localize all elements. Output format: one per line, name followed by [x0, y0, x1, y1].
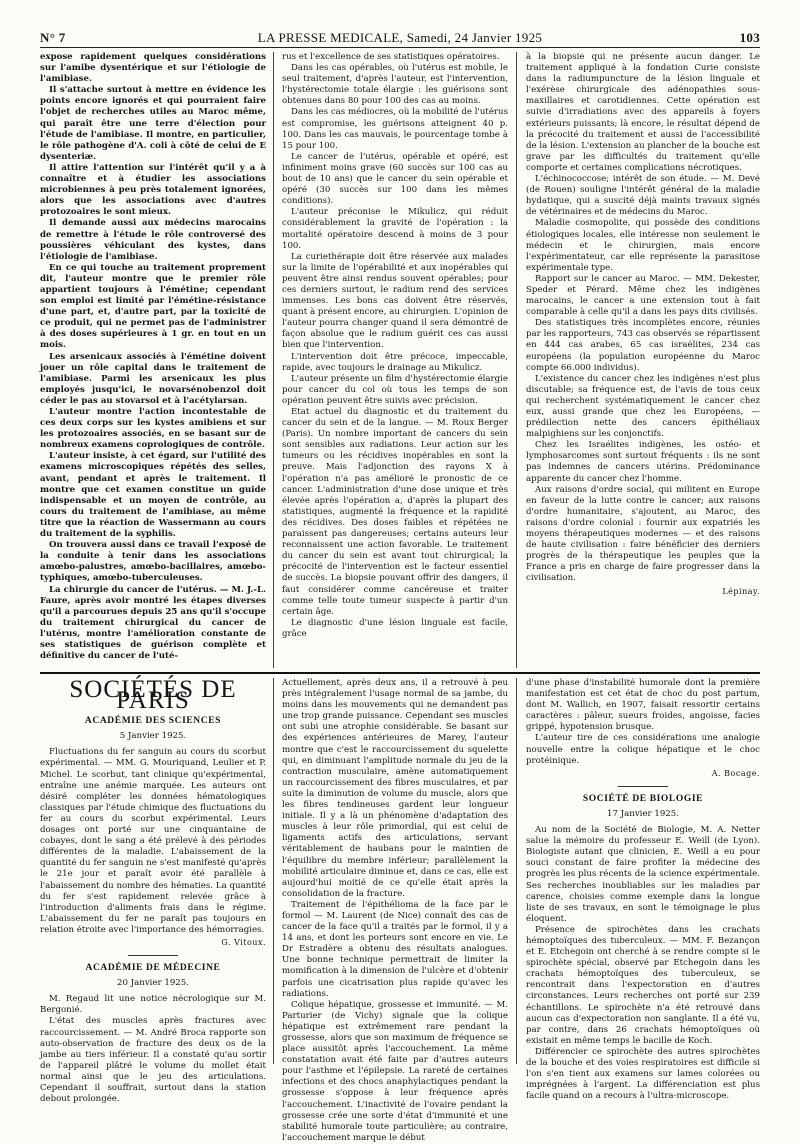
- journal-title: LA PRESSE MEDICALE, Samedi, 24 Janvier 1925: [257, 30, 543, 45]
- issue-number: N° 7: [40, 30, 66, 45]
- paragraph: L'auteur préconise le Mikulicz, qui réduit considérablement la gravité de l'opération : la mortalité opératoire descend à moins de 3 pour 100.: [282, 207, 508, 251]
- page-number: 103: [739, 30, 760, 45]
- page-header: [40, 30, 760, 46]
- societe-biologie-title: SOCIÉTÉ DE BIOLOGIE: [582, 793, 704, 804]
- societe-biologie-date: 17 Janvier 1925.: [607, 808, 679, 819]
- paragraph: Il attire l'attention sur l'intérêt qu'il y a à connaître et à étudier les associations microbiennes à peu près totalement ignorées, alors que les associations avec d'autres protozoaires le sont mieux.: [40, 162, 266, 218]
- paragraph: Traitement de l'épithélioma de la face par le formol — M. Laurent (de Nice) connaît des cas de cancer de la face qu'il a traités par le formol, il y a 14 ans, et dont les porteurs sont encore en vie. Le Dr Estradère a obtenu des résultats analogues. Une bonne technique permettrait de limiter la momification à la dimension de l'ulcère et d'obtenir parfois une cicatrisation plus rapide qu'avec les radiations.: [282, 899, 508, 999]
- paragraph: L'échinococcose; intérêt de son étude. — M. Devé (de Rouen) souligne l'intérêt général de la maladie hydatique, qui a suscité déjà maints travaux signés de vétérinaires et de médecins du Maroc.: [526, 174, 760, 218]
- signature: G. Vitoux.: [221, 937, 266, 947]
- top-column-2: [282, 52, 508, 668]
- paragraph: Maladie cosmopolite, qui possède des conditions étiologiques locales, elle intéresse non seulement le médecin et le chirurgien, mais encore l'expérimentateur, car elle représente la parasitose expérimentale type.: [526, 218, 760, 273]
- signature: Lépinay.: [722, 586, 760, 596]
- academie-sciences-title: ACADÉMIE DES SCIENCES: [84, 716, 222, 727]
- divider: [618, 786, 668, 787]
- section-title: SOCIÉTÉS DE PARIS: [69, 676, 237, 715]
- column-divider: [516, 678, 517, 1064]
- section-rule: [40, 672, 760, 674]
- column-divider: [273, 678, 274, 1064]
- paragraph: M. Regaud lit une notice nécrologique sur M. Bergonié.: [40, 994, 266, 1016]
- paragraph: rus et l'excellence de ses statistiques opératoires.: [282, 52, 500, 62]
- bottom-column-2: [282, 678, 508, 1143]
- paragraph: L'auteur insiste, à cet égard, sur l'utilité des examens microscopiques répétés des selles, avant, pendant et après le traitement. Il montre que cet examen constitue un guide indispensable et un moyen de contrôle, au cours du traitement de l'amibiase, au même titre que la réaction de Wassermann au cours du traitement de la syphilis.: [40, 451, 266, 540]
- paragraph: Dans les cas opérables, où l'utérus est mobile, le seul traitement, d'après l'auteur, est l'intervention, l'hystérectomie totale élargie : les guérisons sont obtenues dans 80 pour 100 des cas au moins.: [282, 63, 508, 107]
- paragraph: Fluctuations du fer sanguin au cours du scorbut expérimental. — MM. G. Mouriquand, Leulier et P. Michel. Le scorbut, tant clinique qu'expérimental, entraîne une anémie marquée. Les auteurs ont désiré compléter les données hématologiques classiques par l'étude chimique des fluctuations du fer au cours du scorbut expérimental. Leurs dosages ont porté sur une cinquantaine de cobayes, dont le sang a été prélevé à des périodes différentes de la maladie. L'abaissement de la quantité du fer sanguin ne s'est manifesté qu'après le 21e jour et paraît avoir été parallèle à l'abaissement du nombre des hématies. La quantité du fer s'est rapidement relevée grâce à l'introduction d'aliments frais dans le régime. L'abaissement du fer ne paraît pas toujours en relation étroite avec l'importance des hémorragies.: [40, 747, 266, 935]
- paragraph: La curiethérapie doit être réservée aux malades sur la limite de l'opérabilité et aux inopérables qui peuvent être ainsi rendus souvent opérables; pour ces derniers surtout, le radium rend des services immenses. Les bons cas doivent être réservés, quant à présent encore, au chirurgien. L'opinion de l'auteur pourra changer quand il sera démontré de façon absolue que le radium guérit ces cas aussi bien que l'intervention.: [282, 251, 508, 351]
- paragraph: Le cancer de l'utérus, opérable et opéré, est infiniment moins grave (60 succès sur 100 cas au bout de 10 ans) que le cancer du sein opérable et opéré (30 succès sur 100 dans les mêmes conditions).: [282, 151, 508, 207]
- top-column-1: [40, 52, 266, 668]
- academie-sciences-date: 5 Janvier 1925.: [119, 731, 187, 742]
- paragraph: Les arsenicaux associés à l'émétine doivent jouer un rôle capital dans le traitement de l'amibiase. Parmi les arsenicaux les plus employés jusqu'ici, le novarsénobenzol doit céder le pas au stovarsol et à l'acétylarsan.: [40, 351, 266, 406]
- column-divider: [516, 52, 517, 668]
- paragraph: d'une phase d'instabilité humorale dont la première manifestation est cet état de choc du post partum, dont M. Wallich, en 1907, faisait ressortir certains caractères : pâleur, sueurs froides, angoisse, facies grippé, hypotension brusque.: [526, 678, 760, 733]
- paragraph: Aux raisons d'ordre social, qui militent en Europe en faveur de la lutte contre le cancer; aux raisons d'ordre humanitaire, s'ajoutent, au Maroc, des raisons d'ordre colonial : fournir aux expatriés les moyens thérapeutiques modernes — et des raisons de haute civilisation : faire bénéficier des derniers progrès de la thérapeutique les peuples que la France a pris en charge de faire progresser dans la civilisation.: [526, 484, 760, 584]
- bottom-column-1: [40, 676, 266, 1105]
- divider: [128, 955, 178, 956]
- paragraph: L'auteur tire de ces considérations une analogie nouvelle entre la colique hépatique et le choc protéinique.: [526, 733, 760, 766]
- top-column-3: [526, 52, 760, 668]
- academie-medecine-date: 20 Janvier 1925.: [117, 978, 189, 989]
- paragraph: Actuellement, après deux ans, il a retrouvé à peu près intégralement l'usage normal de sa jambe, du moins dans les mouvements qui ne demandent pas une trop grande puissance. Cependant ses muscles ont subi une atrophie considérable. Se basant sur des expériences antérieures de Marey, l'auteur montre que c'est le raccourcissement du squelette qui, en diminuant l'amplitude normale du jeu de la contraction musculaire, amène automatiquement un raccourcissement des fibres musculaires, et par suite la diminution de volume du muscle, alors que les fibres tendineuses gardent leur longueur initiale. Il y a là un phénomène d'adaptation des muscles à leur rôle primordial, qui est celui de ligaments actifs des articulations, servant véritablement de haubans pour le maintien de l'équilibre du membre inférieur; parallèlement la mobilité articulaire diminue et, dans ce cas, elle est aujourd'hui moitié de ce qu'elle était après la consolidation de la fracture.: [282, 678, 508, 899]
- paragraph: Il s'attache surtout à mettre en évidence les points encore ignorés et qui pourraient faire l'objet de recherches utiles au Maroc même, qui paraît être une terre d'élection pour l'étude de l'amibiase. Il montre, en particulier, le rôle pathogène d'A. coli à côté de celui de E dysenteriæ.: [40, 85, 266, 162]
- signature: A. Bocage.: [711, 768, 760, 778]
- header-rule: [40, 47, 760, 48]
- academie-medecine-title: ACADÉMIE DE MÉDECINE: [85, 963, 221, 974]
- paragraph: L'auteur présente un film d'hystérectomie élargie pour cancer du col où tous les temps de son opération peuvent être suivis avec précision.: [282, 373, 508, 406]
- paragraph: Des statistiques très incomplètes encore, réunies par les rapporteurs, 743 cas observés se répartissent en 444 cas arabes, 65 cas israélites, 234 cas européens (la population européenne du Maroc compte 66.000 individus).: [526, 318, 760, 373]
- paragraph: Colique hépatique, grossesse et immunité. — M. Parturier (de Vichy) signale que la colique hépatique est extrêmement rare pendant la grossesse, alors que son maximum de fréquence se place aussitôt après l'accouchement. La même constatation avait été faite par d'autres auteurs pour l'asthme et l'épilepsie. La rareté de certaines infections et des chocs anaphylactiques pendant la grossesse s'oppose à leur fréquence après l'accouchement. L'inactivité de l'ovaire pendant la grossesse crée une sorte d'état d'immunité et une stabilité humorale toute particulière; au contraire, l'accouchement marque le début: [282, 999, 508, 1143]
- paragraph: L'état des muscles après fractures avec raccourcissement. — M. André Broca rapporte son auto-observation de fracture des deux os de la jambe au tiers inférieur. Il a constaté qu'au sortir de l'appareil plâtré le volume du mollet était normal ainsi que le jeu des articulations. Cependant il souffrait, surtout dans la station debout prolongée.: [40, 1016, 266, 1105]
- paragraph: L'auteur montre l'action incontestable de ces deux corps sur les kystes amibiens et sur les protozoaires associés, en se basant sur de nombreux examens coprologiques de contrôle.: [40, 407, 266, 451]
- paragraph: Chez les Israélites indigènes, les ostéo- et lymphosarcomes sont surtout fréquents : ils ne sont pas indemnes de cancers utérins. Prédominance apparente du cancer chez l'homme.: [526, 440, 760, 484]
- paragraph: Dans les cas médiocres, où la mobilité de l'utérus est compromise, les guérisons atteignent 40 p. 100. Dans les cas mauvais, le pourcentage tombe à 15 pour 100.: [282, 107, 508, 151]
- paragraph: Présence de spirochètes dans les crachats hémoptoïques des tuberculeux. — MM. F. Bezançon et E. Etchegoin ont cherché à se rendre compte si le spirochète spécial, observé par Etchegoin dans les crachats hémoptoïques des tuberculeux, se rencontrait dans l'expectoration en d'autres circonstances. Leurs recherches ont porté sur 239 échantillons. Le spirochète n'a été retrouvé dans aucun cas d'expectoration non sanglante. Il a été vu, par contre, dans 26 crachats hémoptoïques où existait en même temps le bacille de Koch.: [526, 924, 760, 1046]
- paragraph: L'existence du cancer chez les indigènes n'est plus discutable; sa fréquence est, de l'avis de tous ceux qui recherchent systématiquement le cancer chez eux, aussi grande que chez les Européens, — prédilection nette des cancers épithéliaux malpighiens sur les conjonctifs.: [526, 373, 760, 440]
- paragraph: Au nom de la Société de Biologie, M. A. Netter salue la mémoire du professeur E. Weill (de Lyon). Biologiste autant que clinicien, E. Weill a eu pour souci constant de faire profiter la médecine des progrès les plus récents de la science expérimentale. Ses recherches inoubliables sur les maladies par carence, choisies comme exemple dans la longue liste de ses travaux, en sont le témoignage le plus éloquent.: [526, 825, 760, 924]
- paragraph: Différencier ce spirochète des autres spirochètes de la bouche et des voies respiratoires est difficile si l'on s'en tient aux examens sur lames colorées ou imprégnées à l'argent. La différenciation est plus facile quand on a recours à l'ultra-microscope.: [526, 1046, 760, 1102]
- paragraph: La chirurgie du cancer de l'utérus. — M. J.-L. Faure, après avoir montré les étapes diverses qu'il a parcourues depuis 25 ans qu'il s'occupe du traitement chirurgical du cancer de l'utérus, montre l'amélioration constante de ses statistiques de guérison complète et définitive du cancer de l'uté-: [40, 584, 266, 662]
- paragraph: Etat actuel du diagnostic et du traitement du cancer du sein et de la langue. — M. Roux Berger (Paris). Un nombre important de cancers du sein sont sensibles aux radiations. Leur action sur les tumeurs ou les récidives inopérables en sont la preuve. Mais l'adjonction des rayons X à l'opération n'a pas amélioré le pronostic de ce cancer. L'administration d'une dose unique et très élevée après l'opération a, d'après la plupart des statistiques, augmenté la fréquence et la rapidité des récidives. Des doses faibles et répétées ne paraissent pas dangereuses; certains auteurs leur reconnaissent une action favorable. Le traitement du cancer du sein est avant tout chirurgical; la précocité de l'intervention est le facteur essentiel de succès. La biopsie pouvant offrir des dangers, il faut considérer comme cancéreuse et traiter comme telle toute tumeur suspecte à partir d'un certain âge.: [282, 407, 508, 617]
- bottom-column-3: [526, 678, 760, 1102]
- paragraph: Il demande aussi aux médecins marocains de remettre à l'étude le rôle controversé des poussières véhiculant des kystes, dans l'étiologie de l'amibiase.: [40, 218, 266, 262]
- paragraph: à la biopsie qui ne présente aucun danger. Le traitement appliqué à la fondation Curie consiste dans la radiumpuncture de la lésion linguale et l'exérèse chirurgicale des adénopathies sous-maxillaires et carotidiennes. Cette opération est suivie d'irradiations avec des appareils à foyers extérieurs puissants; là encore, le résultat dépend de la précocité du traitement et aussi de l'accessibilité de la lésion. L'extension au plancher de la bouche est grave par les difficultés du traitement qu'elle comporte et certaines complications nécrotiques.: [526, 52, 760, 173]
- paragraph: L'intervention doit être précoce, impeccable, rapide, avec toujours le drainage au Mikulicz.: [282, 351, 508, 373]
- paragraph: expose rapidement quelques considérations sur l'amibe dysentérique et sur l'étiologie de l'amibiase.: [40, 52, 266, 85]
- paragraph: Le diagnostic d'une lésion linguale est facile, grâce: [282, 617, 508, 639]
- paragraph: On trouvera aussi dans ce travail l'exposé de la conduite à tenir dans les associations amœbo-palustres, amœbo-bacillaires, amœbo-typhiques, amœbo-tuberculeuses.: [40, 540, 266, 584]
- column-divider: [273, 52, 274, 668]
- paragraph: Rapport sur le cancer au Maroc. — MM. Dekester, Speder et Pérard. Même chez les indigènes marocains, le cancer a une extension tout à fait comparable à celle qu'il a dans les pays dits civilisés.: [526, 273, 760, 318]
- paragraph: En ce qui touche au traitement proprement dit, l'auteur montre que le premier rôle appartient toujours à l'émétine; cependant son emploi est limité par l'émétine-résistance d'une part, et, d'autre part, par la toxicité de ce produit, qui ne permet pas de l'administrer à des doses supérieures à 1 gr. en tout en un mois.: [40, 262, 266, 351]
